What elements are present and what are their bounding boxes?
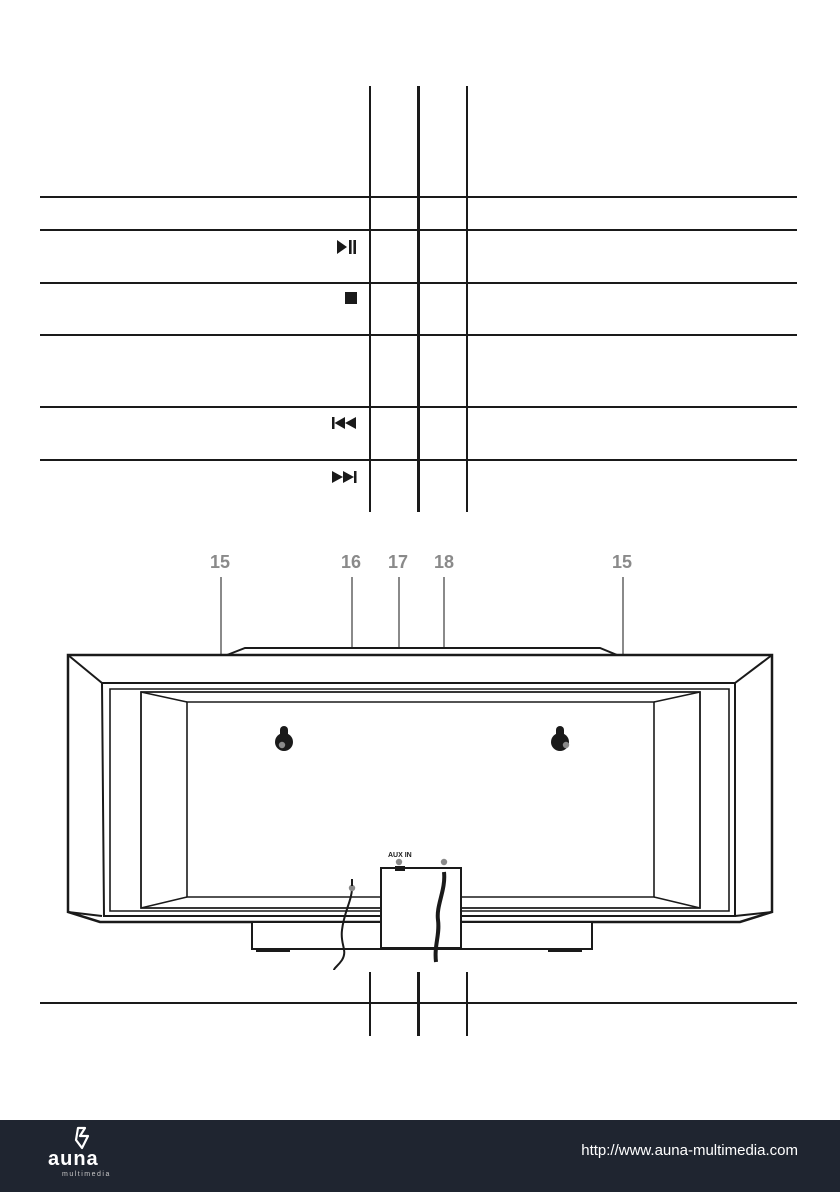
auna-logo-icon <box>72 1126 98 1150</box>
callout-16: 16 <box>341 552 362 572</box>
callout-15-right: 15 <box>612 552 633 572</box>
table-column-divider-1 <box>369 972 371 1036</box>
previous-track-icon <box>332 417 358 429</box>
table-row-divider <box>40 229 797 231</box>
table-column-divider-2 <box>417 972 420 1036</box>
table-column-divider-3 <box>466 972 468 1036</box>
table-column-divider-2 <box>417 86 420 512</box>
table-row-divider <box>40 406 797 408</box>
next-track-icon <box>332 471 358 483</box>
table-row-divider <box>40 282 797 284</box>
table-row-divider <box>40 1002 797 1004</box>
play-pause-icon <box>337 239 357 255</box>
aux-in-label: AUX IN <box>388 852 412 859</box>
device-rear-illustration <box>0 570 840 990</box>
brand-logo-sub: multimedia <box>62 1171 111 1178</box>
callout-17: 17 <box>388 552 409 572</box>
footer-bar <box>0 1120 840 1192</box>
table-column-divider-1 <box>369 86 371 512</box>
callout-18: 18 <box>434 552 455 572</box>
stop-icon <box>344 291 358 305</box>
website-link[interactable]: http://www.auna-multimedia.com <box>581 1142 798 1159</box>
table-row-divider <box>40 459 797 461</box>
aux-port-block <box>381 868 461 948</box>
table-row-divider <box>40 334 797 336</box>
table-column-divider-3 <box>466 86 468 512</box>
brand-logo: auna <box>48 1148 99 1170</box>
callout-15-left: 15 <box>210 552 231 572</box>
table-row-divider <box>40 196 797 198</box>
